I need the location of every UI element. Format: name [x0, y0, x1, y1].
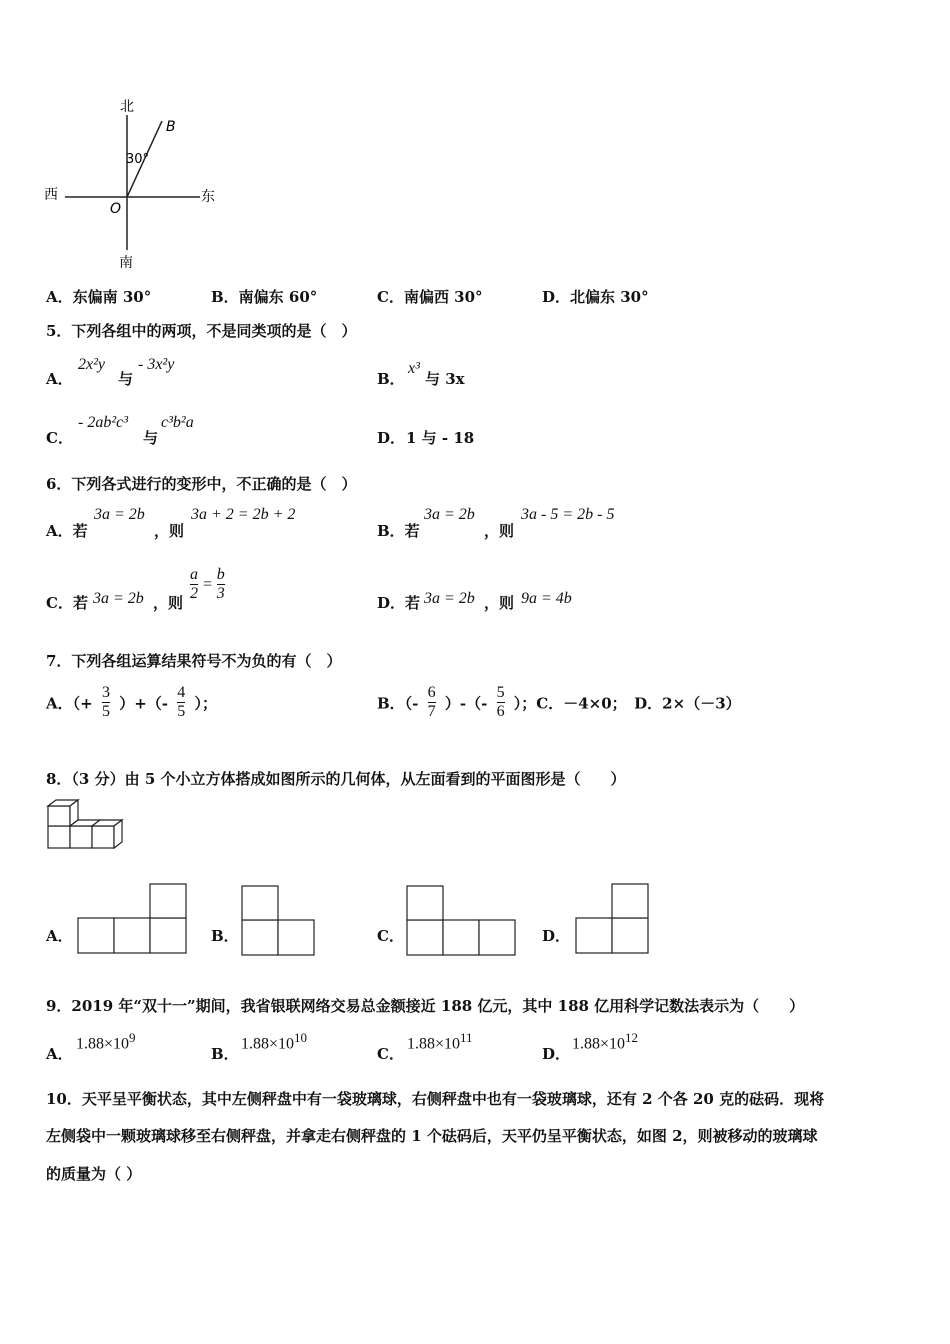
q6-a-result: 3a + 2 = 2b + 2	[191, 506, 296, 523]
q7-a-num1: 3	[101, 684, 110, 701]
q6-c-cond: 3a = 2b	[93, 590, 144, 607]
q5-c-expr2: c³b²a	[161, 414, 194, 431]
q6-d-then: ，则	[484, 594, 515, 612]
q7-b-mid: ）-（-	[444, 694, 488, 713]
q5-a-with: 与	[118, 370, 134, 388]
q6-a-label[interactable]: A．若	[46, 522, 88, 540]
q7-a-num2: 4	[177, 684, 186, 701]
q5-c-expr1: - 2ab²c³	[78, 414, 129, 431]
q8-a-label[interactable]: A．	[46, 927, 73, 945]
q9-b-label[interactable]: B．	[211, 1045, 239, 1063]
q6-c-num1: a	[190, 566, 198, 583]
q6-b-label[interactable]: B．若	[377, 522, 420, 540]
q5-b-expr1: x³	[408, 360, 420, 377]
q6-a-cond: 3a = 2b	[94, 506, 145, 523]
north-label: 北	[120, 99, 134, 115]
q8-b-label[interactable]: B．	[211, 927, 239, 945]
q8-c-label[interactable]: C．	[377, 927, 404, 945]
q5-stem: 5．下列各组中的两项，不是同类项的是（ ）	[46, 322, 357, 340]
q8-stem: 8．（3 分）由 5 个小立方体搭成如图所示的几何体，从左面看到的平面图形是（ ）	[46, 770, 626, 788]
q6-stem: 6．下列各式进行的变形中，不正确的是（ ）	[46, 475, 357, 493]
q7-stem: 7．下列各组运算结果符号不为负的有（ ）	[46, 652, 342, 670]
q7-b-num2: 5	[496, 684, 505, 701]
q7-a-end: ）；	[194, 694, 217, 713]
q7-a-den1: 5	[101, 703, 110, 721]
q6-c-equals: =	[202, 575, 213, 593]
q7-b-den1: 7	[427, 703, 436, 721]
cube-solid-figure	[44, 798, 130, 854]
q7-a-mid: ）+（-	[119, 694, 168, 713]
compass-figure	[40, 95, 230, 275]
q4-option-a[interactable]: A．东偏南 30°	[46, 288, 152, 306]
q5-b-with: 与 3x	[425, 370, 465, 388]
q6-c-num2: b	[216, 566, 225, 583]
q7-b-end: ）；C．－4×0； D．2×（－3）	[513, 694, 741, 713]
q7-a-label: A．（+	[46, 694, 93, 713]
q9-a-value: $1.88\times 10^9$	[76, 1030, 136, 1053]
q8-option-a-figure[interactable]	[75, 882, 190, 956]
q9-c-value: $1.88\times 10^{11}$	[407, 1030, 473, 1053]
south-label: 南	[119, 255, 133, 271]
west-label: 西	[44, 187, 58, 203]
q5-a-expr1: 2x²y	[78, 356, 105, 373]
q5-d-text: 1 与 - 18	[406, 429, 475, 447]
q6-c-then: ，则	[153, 594, 184, 612]
east-label: 东	[201, 189, 215, 205]
q5-d-label[interactable]: D．	[377, 429, 406, 447]
q9-a-label[interactable]: A．	[46, 1045, 73, 1063]
q5-b-label[interactable]: B．	[377, 370, 405, 388]
q9-d-label[interactable]: D．	[542, 1045, 571, 1063]
q10-line-3: 的质量为（ ）	[46, 1165, 142, 1183]
q6-b-then: ，则	[484, 522, 515, 540]
q8-option-b-figure[interactable]	[239, 884, 317, 958]
q6-b-result: 3a - 5 = 2b - 5	[521, 506, 615, 523]
q5-c-label[interactable]: C．	[46, 429, 73, 447]
q6-c-den1: 2	[190, 585, 198, 603]
q4-option-b[interactable]: B．南偏东 60°	[211, 288, 318, 306]
q10-line-1: 10．天平呈平衡状态，其中左侧秤盘中有一袋玻璃球，右侧秤盘中也有一袋玻璃球，还有 2 个各 20 克的砝码．现将	[46, 1090, 825, 1108]
q7-option-b[interactable]	[377, 684, 741, 722]
q6-a-then: ，则	[154, 522, 185, 540]
point-b-label: B	[166, 119, 176, 135]
q6-d-cond: 3a = 2b	[424, 590, 475, 607]
q8-d-label[interactable]: D．	[542, 927, 571, 945]
q6-d-result: 9a = 4b	[521, 590, 572, 607]
q4-option-c[interactable]: C．南偏西 30°	[377, 288, 483, 306]
q10-line-2: 左侧袋中一颗玻璃球移至右侧秤盘，并拿走右侧秤盘的 1 个砝码后，天平仍呈平衡状态，如图 2，则被移动的玻璃球	[46, 1127, 818, 1145]
q7-a-den2: 5	[177, 703, 186, 721]
q9-d-value: $1.88\times 10^{12}$	[572, 1030, 639, 1053]
q4-option-d[interactable]: D．北偏东 30°	[542, 288, 649, 306]
q5-c-with: 与	[143, 429, 159, 447]
q5-a-expr2: - 3x²y	[138, 356, 175, 373]
angle-label: 30°	[126, 152, 150, 167]
q7-b-den2: 6	[496, 703, 505, 721]
q6-b-cond: 3a = 2b	[424, 506, 475, 523]
q8-option-c-figure[interactable]	[404, 884, 519, 958]
q6-d-label[interactable]: D．若	[377, 594, 421, 612]
q6-c-fraction	[190, 566, 225, 604]
q5-a-label[interactable]: A．	[46, 370, 73, 388]
q6-c-den2: 3	[216, 585, 225, 603]
q9-c-label[interactable]: C．	[377, 1045, 404, 1063]
q9-stem: 9．2019 年“双十一”期间，我省银联网络交易总金额接近 188 亿元，其中 188 亿用科学记数法表示为（ ）	[46, 997, 805, 1015]
q7-option-a[interactable]	[46, 684, 217, 722]
q7-b-num1: 6	[427, 684, 436, 701]
q8-option-d-figure[interactable]	[573, 882, 653, 956]
q7-b-label: B．（-	[377, 694, 419, 713]
q6-c-label[interactable]: C．若	[46, 594, 88, 612]
origin-label: O	[110, 201, 122, 217]
q9-b-value: $1.88\times 10^{10}$	[241, 1030, 308, 1053]
